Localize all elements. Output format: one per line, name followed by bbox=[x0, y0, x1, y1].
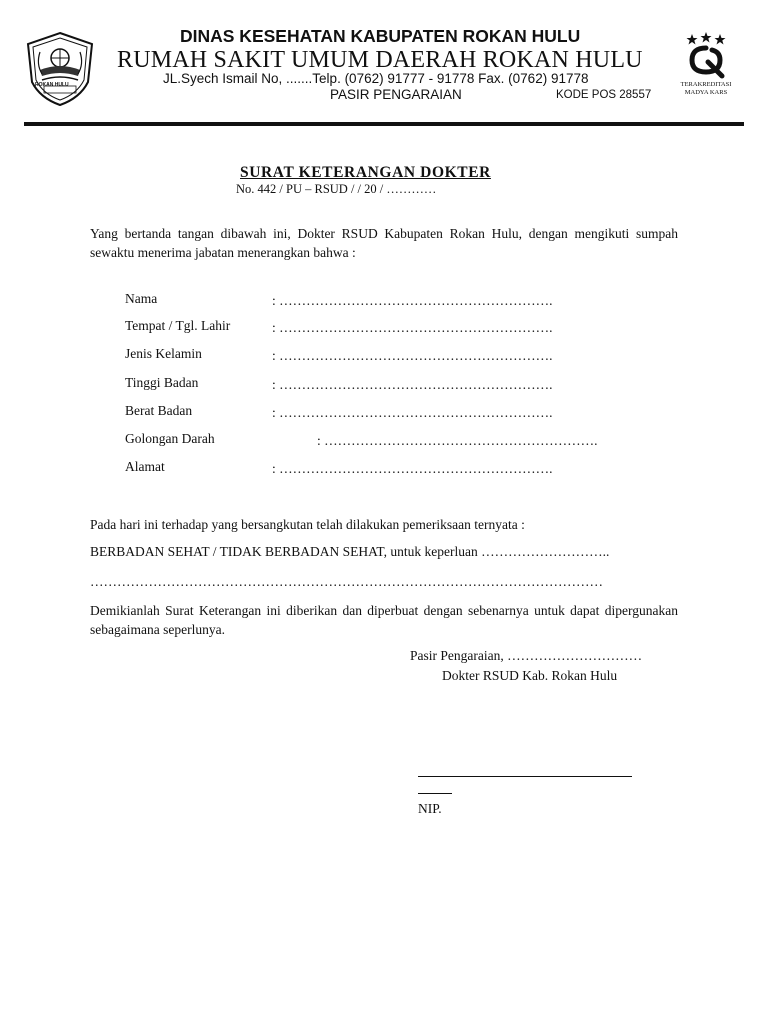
signer-title: Dokter RSUD Kab. Rokan Hulu bbox=[442, 668, 618, 683]
hospital-city: PASIR PENGARAIAN bbox=[330, 87, 462, 102]
postal-code: KODE POS 28557 bbox=[556, 89, 652, 101]
field-label-weight: Berat Badan bbox=[125, 403, 193, 418]
agency-name: DINAS KESEHATAN KABUPATEN ROKAN HULU bbox=[180, 26, 581, 46]
field-value-birth: : ……………………………………………………. bbox=[272, 320, 553, 335]
regency-emblem-logo bbox=[22, 30, 98, 108]
signer-nip: NIP. bbox=[418, 801, 442, 816]
field-label-gender: Jenis Kelamin bbox=[125, 346, 202, 361]
signature-place-date: Pasir Pengaraian, ………………………… bbox=[410, 648, 643, 663]
signature-line bbox=[418, 776, 632, 777]
examination-text: Pada hari ini terhadap yang bersangkutan telah dilakukan pemeriksaan ternyata : bbox=[90, 517, 525, 532]
field-value-name: : ……………………………………………………. bbox=[272, 293, 553, 308]
field-value-weight: : ……………………………………………………. bbox=[272, 405, 553, 420]
field-value-address: : ……………………………………………………. bbox=[272, 461, 553, 476]
field-label-name: Nama bbox=[125, 291, 158, 306]
field-value-height: : ……………………………………………………. bbox=[272, 377, 553, 392]
field-label-address: Alamat bbox=[125, 459, 165, 474]
emblem-ribbon-text: ROKAN HULU bbox=[35, 82, 69, 88]
signature-line-short bbox=[418, 793, 452, 794]
accreditation-text: TERAKREDITASI MADYA KARS bbox=[680, 81, 732, 96]
hospital-name: RUMAH SAKIT UMUM DAERAH ROKAN HULU bbox=[117, 47, 643, 73]
hospital-address: JL.Syech Ismail No, .......Telp. (0762) 91777 - 91778 Fax. (0762) 91778 bbox=[163, 71, 589, 86]
field-value-gender: : ……………………………………………………. bbox=[272, 348, 553, 363]
intro-paragraph: Yang bertanda tangan dibawah ini, Dokter RSUD Kabupaten Rokan Hulu, dengan mengikuti sumpah sewaktu menerima jabatan menerangkan bahwa : bbox=[90, 226, 678, 260]
header-divider bbox=[24, 122, 744, 126]
document-title: SURAT KETERANGAN DOKTER bbox=[240, 164, 491, 181]
field-value-blood-type: : ……………………………………………………. bbox=[317, 433, 598, 448]
field-label-blood-type: Golongan Darah bbox=[125, 431, 215, 446]
purpose-dotted-line: …………………………………………………………………………………………………… bbox=[90, 574, 603, 589]
health-result: BERBADAN SEHAT / TIDAK BERBADAN SEHAT, untuk keperluan ……………………….. bbox=[90, 544, 610, 559]
closing-paragraph: Demikianlah Surat Keterangan ini diberikan dan diperbuat dengan sebenarnya untuk dapat dipergunakan sebagaimana seperlunya. bbox=[90, 603, 678, 637]
accreditation-logo bbox=[676, 32, 736, 80]
field-label-birth: Tempat / Tgl. Lahir bbox=[125, 318, 231, 333]
document-number: No. 442 / PU – RSUD / / 20 / ………… bbox=[236, 182, 437, 196]
field-label-height: Tinggi Badan bbox=[125, 375, 199, 390]
